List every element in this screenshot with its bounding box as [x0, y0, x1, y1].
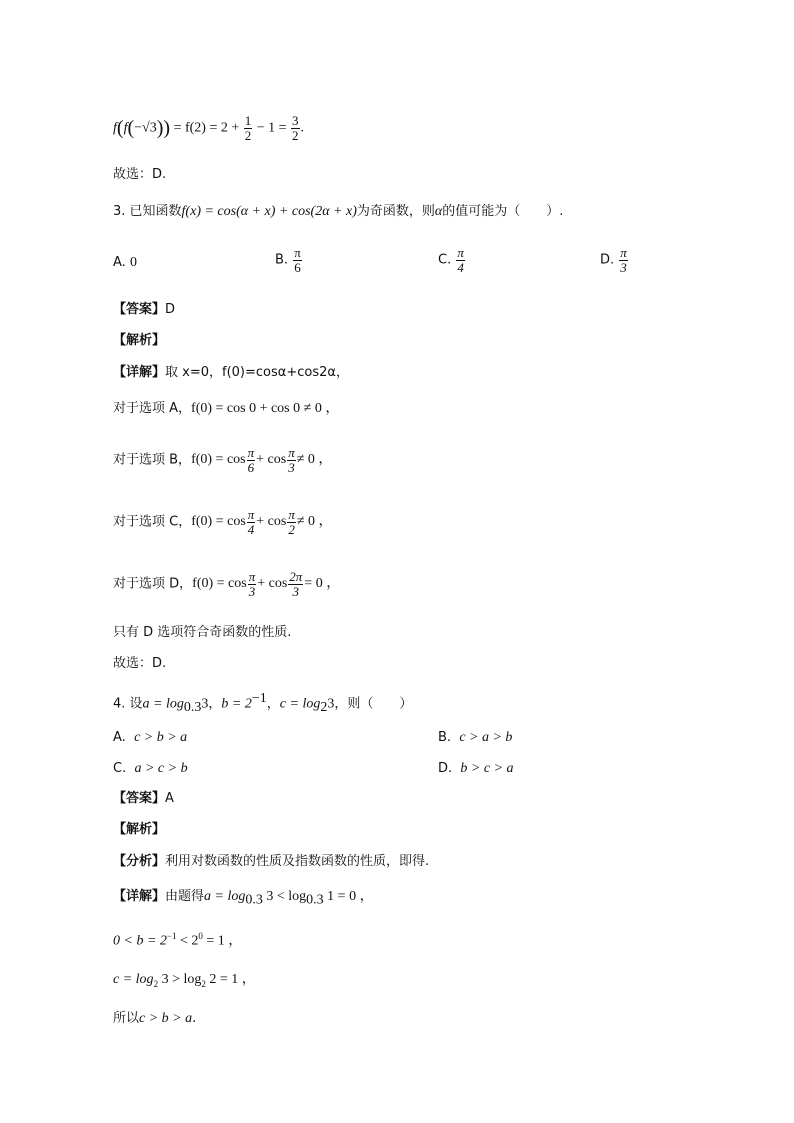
eq-part: − 1 =: [253, 120, 291, 136]
q3-check-b: 对于选项 B，f(0) = cos $\frac{\pi}{6}$ + cos $\frac{\pi}{3}$ ≠ 0 ，: [113, 445, 333, 475]
eq-part: = f(2) = 2 +: [170, 120, 243, 136]
q3-option-b: B. $\frac{\pi}{6}$: [275, 245, 301, 275]
q4-option-c: C. a > c > b: [113, 761, 188, 776]
q3-analysis-tag: 【解析】: [113, 333, 166, 348]
q4-final: 所以c > b > a.: [113, 1011, 197, 1026]
fraction: $\frac{\pi}{4}$: [247, 507, 255, 537]
eq-f: f: [123, 120, 128, 136]
q3-answer: 【答案】D: [113, 302, 176, 317]
fraction: $\frac{\pi}{3}$: [288, 445, 295, 475]
q4-detail: 【详解】由题得$a = \log_{0.3} 3 < \log_{0.3} 1 = 0$ ，: [113, 889, 374, 908]
q3-option-a: A. 0: [113, 255, 137, 270]
fraction: $\frac{\pi}{4}$: [457, 245, 464, 275]
fraction: $\frac{\pi}{6}$: [247, 445, 255, 475]
q4-analysis-fen: 【分析】利用对数函数的性质及指数函数的性质，即得.: [113, 854, 430, 869]
eq-paren: (: [127, 117, 135, 140]
fraction: $\frac{\pi}{2}$: [288, 507, 295, 537]
q4-line-b: $0 < b = 2^{-1} < 2^0 = 1$ ，: [113, 931, 243, 949]
prev-conclusion: 故选：D.: [113, 167, 167, 182]
fraction: $\frac{3}{2}$: [292, 113, 299, 143]
q3-option-d: D. $\frac{\pi}{3}$: [600, 245, 627, 275]
q4-option-d: D. b > c > a: [438, 761, 514, 776]
eq-paren: ): [156, 117, 164, 140]
q4-option-b: B. c > a > b: [438, 730, 513, 745]
fraction: $\frac{1}{2}$: [244, 113, 252, 143]
eq-paren: ): [163, 117, 171, 140]
q3-check-a: 对于选项 A，f(0) = cos 0 + cos 0 ≠ 0 ，: [113, 401, 340, 416]
q4-analysis-tag: 【解析】: [113, 822, 166, 837]
q4-option-a: A. c > b > a: [113, 730, 188, 745]
q3-stem: 3. 已知函数f(x) = cos(α + x) + cos(2α + x)为奇函数，则α的值可能为（ ）.: [113, 204, 564, 219]
fraction: $\frac{\pi}{6}$: [294, 245, 301, 275]
fraction: $\frac{\pi}{3}$: [248, 569, 256, 599]
fraction: $\frac{2\pi}{3}$: [289, 569, 303, 599]
eq-f: f: [113, 120, 117, 136]
q3-only: 只有 D 选项符合奇函数的性质.: [113, 625, 292, 640]
prev-equation: f(f(−√3)) = f(2) = 2 + $\frac{1}{2}$ − 1 = $\frac{3}{2}$ .: [113, 113, 305, 143]
fraction: $\frac{\pi}{3}$: [620, 245, 627, 275]
q3-check-c: 对于选项 C，f(0) = cos $\frac{\pi}{4}$ + cos $\frac{\pi}{2}$ ≠ 0 ，: [113, 507, 333, 537]
eq-neg-sqrt3: −√3: [134, 120, 157, 136]
q3-option-c: C. $\frac{\pi}{4}$: [438, 245, 464, 275]
q4-stem: 4. 设$a = \log_{0.3}3$，$b = 2^{-1}$，$c = \log_23$，则（ ）: [113, 691, 413, 715]
q3-check-d: 对于选项 D，f(0) = cos $\frac{\pi}{3}$ + cos $\frac{2\pi}{3}$ = 0 ，: [113, 569, 341, 599]
q3-detail: 【详解】取 x=0，f(0)=cosα+cos2α，: [113, 365, 349, 380]
eq-paren: (: [116, 117, 124, 140]
q4-line-c: $c = \log_2 3 > \log_2 2 = 1$ ，: [113, 972, 256, 989]
q4-answer: 【答案】A: [113, 791, 174, 806]
q3-function: f(x) = cos(α + x) + cos(2α + x): [181, 204, 357, 219]
q3-conclusion: 故选：D.: [113, 656, 167, 671]
